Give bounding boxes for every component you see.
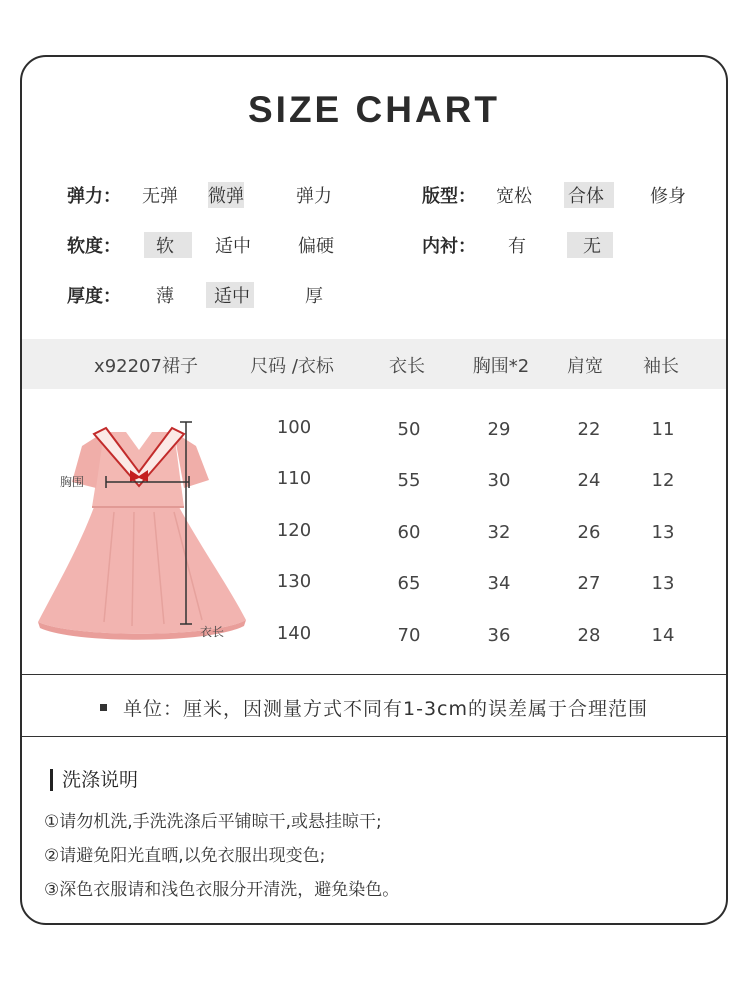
header-chest: 胸围*2 [472,356,530,377]
cell-length: 70 [397,625,421,646]
size-chart-card [20,55,728,925]
cell-sleeve: 13 [651,522,675,543]
unit-note-text: 单位：厘米，因测量方式不同有1-3cm的误差属于合理范围 [123,698,648,720]
elasticity-option-selected: 微弹 [208,182,244,208]
cell-shoulder: 26 [577,522,601,543]
cell-length: 60 [397,522,421,543]
cell-chest: 30 [487,470,511,491]
divider [22,674,726,675]
cell-size: 100 [276,417,312,438]
cell-sleeve: 14 [651,625,675,646]
divider [22,736,726,737]
elasticity-option: 无弹 [142,186,178,207]
dress-skirt [38,507,246,634]
header-length: 衣长 [389,356,425,377]
cell-length: 65 [397,573,421,594]
thickness-option: 厚 [305,286,323,307]
cell-size: 140 [276,623,312,644]
thickness-option: 薄 [156,286,174,307]
fit-option: 宽松 [496,186,532,207]
lining-label: 内衬： [422,236,476,257]
softness-option: 适中 [215,236,251,257]
softness-option: 偏硬 [298,236,334,257]
cell-sleeve: 12 [651,470,675,491]
washing-line: ①请勿机洗,手洗洗涤后平铺晾干,或悬挂晾干; [44,812,382,832]
cell-size: 120 [276,520,312,541]
cell-shoulder: 24 [577,470,601,491]
cell-shoulder: 22 [577,419,601,440]
cell-size: 130 [276,571,312,592]
fit-option: 修身 [650,186,686,207]
cell-shoulder: 28 [577,625,601,646]
washing-line: ③深色衣服请和浅色衣服分开清洗，避免染色。 [44,880,400,900]
chest-label: 胸围 [60,475,85,489]
cell-size: 110 [276,468,312,489]
washing-line: ②请避免阳光直晒,以免衣服出现变色; [44,846,326,866]
cell-length: 55 [397,470,421,491]
bullet-icon [100,704,107,711]
elasticity-label: 弹力： [67,186,121,207]
thickness-label: 厚度： [67,286,121,307]
elasticity-option: 弹力 [296,186,332,207]
cell-chest: 36 [487,625,511,646]
dress-diagram [34,412,249,652]
header-shoulder: 肩宽 [567,356,603,377]
cell-chest: 29 [487,419,511,440]
cell-chest: 32 [487,522,511,543]
header-size: 尺码 /衣标 [250,356,334,377]
lining-option-selected: 无 [567,232,613,258]
fit-option-selected: 合体 [564,182,614,208]
cell-sleeve: 13 [651,573,675,594]
lining-option: 有 [508,236,526,257]
header-sleeve: 袖长 [643,356,679,377]
length-label: 衣长 [200,625,225,639]
page-title: SIZE CHART [248,89,500,130]
table-header [22,339,726,389]
unit-note [22,694,726,721]
cell-length: 50 [397,419,421,440]
thickness-option-selected: 适中 [206,282,254,308]
header-product: x92207裙子 [94,356,198,377]
washing-title: 洗涤说明 [50,769,138,791]
softness-option-selected: 软 [144,232,192,258]
cell-chest: 34 [487,573,511,594]
cell-sleeve: 11 [651,419,675,440]
cell-shoulder: 27 [577,573,601,594]
fit-label: 版型： [422,186,476,207]
softness-label: 软度： [67,236,121,257]
